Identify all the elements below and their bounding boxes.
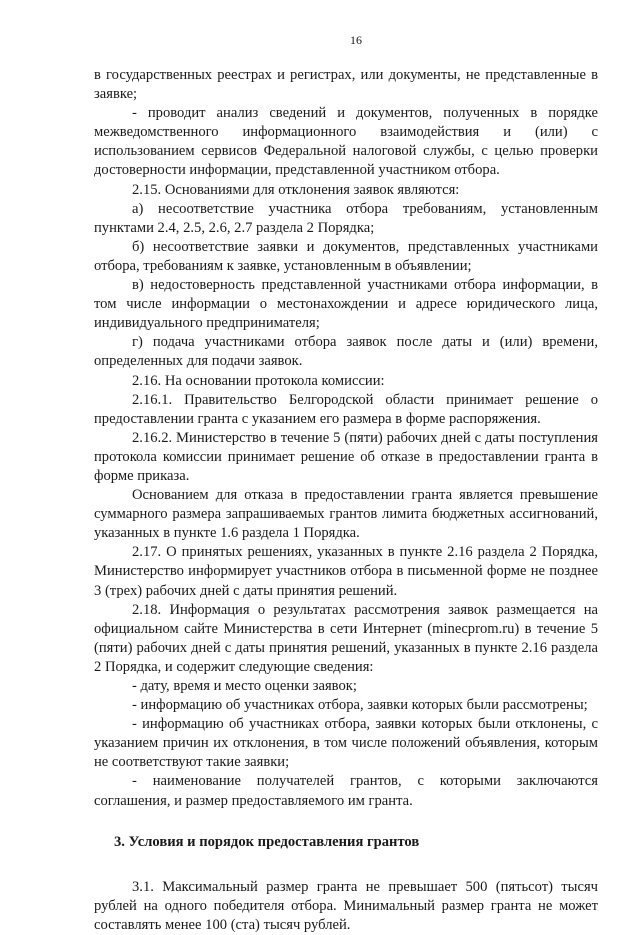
list-item: а) несоответствие участника отбора требованиям, установленным пунктами 2.4, 2.5, 2.6, 2.7 раздела 2 Порядка;	[94, 200, 598, 236]
paragraph: 2.16.2. Министерство в течение 5 (пяти) рабочих дней с даты поступления протокола комиссии принимает решение об отказе в предоставлении гранта в форме приказа.	[94, 429, 598, 484]
paragraph: 2.16.1. Правительство Белгородской области принимает решение о предоставлении гранта с указанием его размера в форме распоряжения.	[94, 391, 598, 427]
document-body	[94, 66, 598, 935]
paragraph: 3.1. Максимальный размер гранта не превышает 500 (пятьсот) тысяч рублей на одного победителя отбора. Минимальный размер гранта не может составлять менее 100 (ста) тысяч рублей.	[94, 878, 598, 933]
list-item: - информацию об участниках отбора, заявки которых были рассмотрены;	[132, 697, 588, 714]
list-item: в) недостоверность представленной участниками отбора информации, в том числе информации о местонахождении и адресе юридического лица, индивидуального предпринимателя;	[94, 277, 598, 332]
paragraph: 2.16. На основании протокола комиссии:	[132, 372, 385, 389]
list-item: - информацию об участниках отбора, заявки которых были отклонены, с указанием причин их отклонения, в том числе положений объявления, которым не соответствуют такие заявки;	[94, 716, 598, 771]
paragraph: 2.17. О принятых решениях, указанных в пункте 2.16 раздела 2 Порядка, Министерство информирует участников отбора в письменной форме не позднее 3 (трех) рабочих дней с даты принятия решений.	[94, 544, 598, 599]
list-item: б) несоответствие заявки и документов, представленных участниками отбора, требованиям к заявке, установленным в объявлении;	[94, 238, 598, 274]
list-item: - наименование получателей грантов, с которыми заключаются соглашения, и размер предоставляемого им гранта.	[94, 773, 598, 809]
section-title: 3. Условия и порядок предоставления грантов	[114, 833, 420, 850]
list-item: - дату, время и место оценки заявок;	[132, 678, 357, 694]
paragraph: - проводит анализ сведений и документов, полученных в порядке межведомственного информационного взаимодействия и (или) с использованием сервисов Федеральной налоговой службы, с целью проверки достоверности информации, представленной участником отбора.	[94, 105, 598, 179]
paragraph: Основанием для отказа в предоставлении гранта является превышение суммарного размера запрашиваемых грантов лимита бюджетных ассигнований, указанных в пункте 1.6 раздела 1 Порядка.	[94, 487, 598, 542]
paragraph: 2.18. Информация о результатах рассмотрения заявок размещается на официальном сайте Министерства в сети Интернет (minecprom.ru) в течение 5 (пяти) рабочих дней с даты принятия решений, указанных в пункте 2.16 раздела 2 Порядка, и содержит следующие сведения:	[94, 601, 598, 675]
list-item: г) подача участниками отбора заявок после даты и (или) времени, определенных для подачи заявок.	[94, 334, 598, 370]
page-number: 16	[350, 33, 362, 47]
paragraph: в государственных реестрах и регистрах, или документы, не представленные в заявке;	[94, 67, 598, 103]
paragraph: 2.15. Основаниями для отклонения заявок являются:	[132, 181, 460, 198]
